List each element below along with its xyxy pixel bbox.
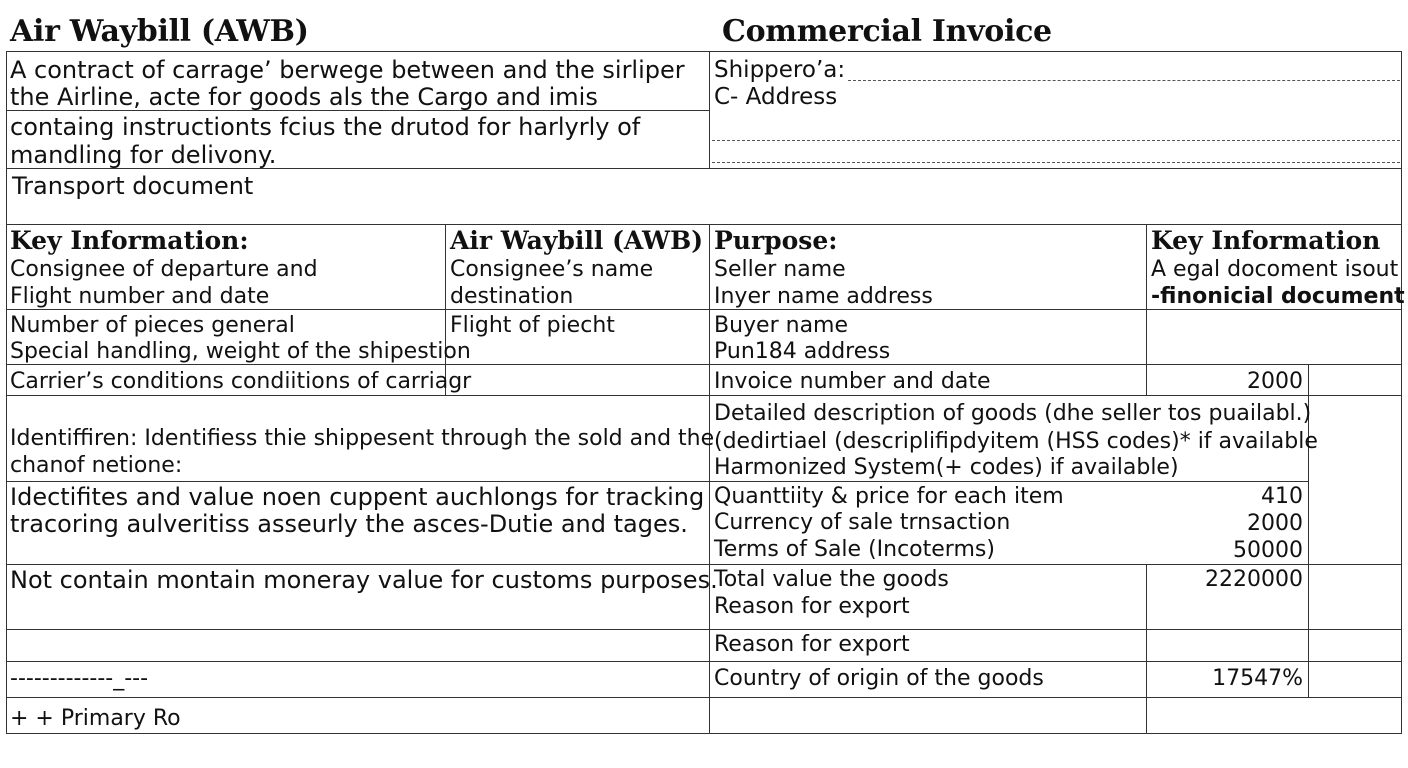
identifies-line: chanof netione: [10, 453, 183, 478]
tracking-line: Idectifites and value noen cuppent auchlongs for tracking [10, 483, 705, 511]
shipper-label: Shippero’a: [714, 57, 846, 83]
total-line: Total value the goods [714, 567, 949, 592]
item-value: 2000 [1247, 511, 1303, 536]
awb-key-heading: Key Information: [10, 226, 249, 255]
total-value: 2220000 [1205, 567, 1303, 592]
country-of-origin: Country of origin of the goods [714, 666, 1044, 691]
awb-intro-line: the Airline, acte for goods als the Cargo and imis [10, 83, 598, 111]
awb-column-heading: Air Waybill (AWB) [450, 226, 704, 255]
awb-column-line: Consignee’s name [450, 257, 654, 282]
item-label: Currency of sale trnsaction [714, 510, 1011, 535]
address-label: C- Address [714, 84, 838, 110]
invoice-key-line: A egal docoment isout [1151, 257, 1399, 282]
flight-label: Flight of piecht [450, 313, 615, 338]
awb-title: Air Waybill (AWB) [10, 14, 309, 49]
buyer-line: Pun184 address [714, 339, 891, 364]
financial-document-label: -finonicial document [1151, 284, 1405, 309]
purpose-line: Inyer name address [714, 284, 933, 309]
invoice-title: Commercial Invoice [722, 14, 1052, 49]
purpose-heading: Purpose: [714, 226, 838, 255]
pieces-line: Special handling, weight of the shipestion [10, 339, 471, 364]
awb-key-line: Consignee of departure and [10, 257, 318, 282]
carrier-conditions: Carrier’s conditions condiitions of carriagr [10, 369, 472, 394]
awb-intro-line: mandling for delivony. [10, 141, 277, 169]
primary-row-label: + + Primary Ro [10, 706, 181, 731]
awb-column-line: destination [450, 284, 574, 309]
description-line: (dedirtiael (descriplifipdyitem (HSS codes)* if available [714, 429, 1318, 454]
awb-key-line: Flight number and date [10, 284, 270, 309]
invoice-number-label: Invoice number and date [714, 369, 991, 394]
item-label: Quanttiity & price for each item [714, 484, 1064, 509]
total-line: Reason for export [714, 594, 910, 619]
transport-document-label: Transport document [12, 172, 254, 200]
tracking-line: tracoring aulveritiss asseurly the asces-Dutie and tages. [10, 510, 688, 538]
invoice-number-value: 2000 [1247, 369, 1303, 394]
pieces-line: Number of pieces general [10, 313, 295, 338]
no-monetary-value-note: Not contain montain moneray value for customs purposes. [10, 566, 718, 594]
dash-placeholder: -------------_--- [10, 666, 149, 691]
origin-value: 17547% [1212, 666, 1303, 691]
awb-intro-line: A contract of carrage’ berwege between and the sirliper [10, 56, 685, 84]
reason-for-export: Reason for export [714, 632, 910, 657]
identifies-line: Identiffiren: Identifiess thie shippesent through the sold and the [10, 426, 715, 451]
buyer-line: Buyer name [714, 313, 849, 338]
item-label: Terms of Sale (Incoterms) [714, 537, 995, 562]
invoice-key-heading: Key Information [1151, 226, 1381, 255]
item-value: 50000 [1233, 538, 1303, 563]
description-line: Detailed description of goods (dhe seller tos puailabl.) [714, 401, 1312, 426]
item-value: 410 [1261, 484, 1303, 509]
purpose-line: Seller name [714, 257, 846, 282]
awb-intro-line: containg instructionts fcius the drutod for harlyrly of [10, 113, 641, 141]
description-line: Harmonized System(+ codes) if available) [714, 455, 1179, 480]
